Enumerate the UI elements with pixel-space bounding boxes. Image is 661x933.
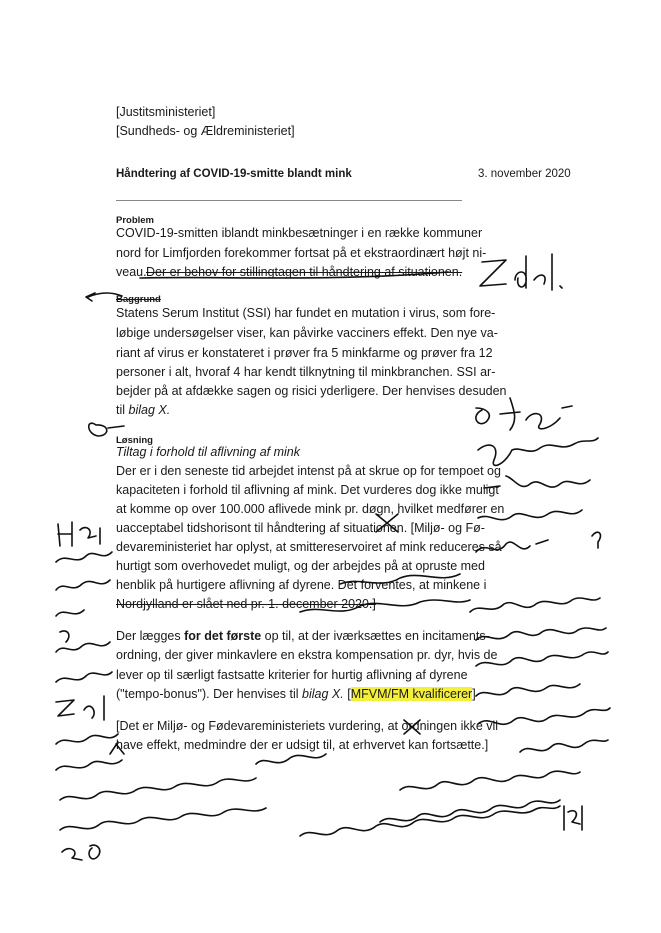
baggrund-line: personer i alt, hvoraf 4 har kendt tilknytning til minkbranchen. SSI ar- [116,365,496,379]
para3-line: have effekt, medmindre der er udsigt til, at erhvervet kan fortsætte.] [116,738,489,752]
baggrund-heading: Baggrund [116,294,161,305]
baggrund-last-prefix: til [116,403,129,417]
para2-last-a: ("tempo-bonus"). Der henvises til [116,687,303,701]
losning-line: Der er i den seneste tid arbejdet intenst på at skrue op for tempoet og [116,464,501,478]
ministry-line-1: [Justitsministeriet] [116,105,216,119]
losning-line: at komme op over 100.000 aflivede mink pr. døgn, hvilket medfører en [116,502,505,516]
title-divider [116,200,462,201]
para3-line: [Det er Miljø- og Fødevareministeriets vurdering, at ordningen ikke vil [116,719,499,733]
losning-heading: Løsning [116,435,153,446]
bilag-reference: bilag X. [302,687,344,701]
document-title: Håndtering af COVID-19-smitte blandt mink [116,168,352,180]
para2-last-line [116,686,476,702]
problem-line: COVID-19-smitten iblandt minkbesætninger i en række kommuner [116,226,483,240]
para2-a: Der lægges [116,629,185,643]
baggrund-last-line [116,402,170,418]
para2-line: ordning, der giver minkavlere en ekstra kompensation pr. dyr, hvis de [116,648,498,662]
problem-line: nord for Limfjorden forekommer fortsat på et ekstraordinært højt ni- [116,246,487,260]
baggrund-line: løbige undersøgelser viser, kan påvirke vacciners effekt. Den nye va- [116,326,498,340]
para2-b: op til, at der iværksættes en incitaments- [261,629,490,643]
problem-heading: Problem [116,215,155,226]
document-date: 3. november 2020 [478,168,571,180]
losning-line: devareministeriet har oplyst, at smittereservoiret af mink reduceres så [116,540,502,554]
losning-line: kapaciteten i forhold til aflivning af mink. Det vurderes dog ikke muligt [116,483,499,497]
para2-first-line [116,628,490,644]
problem-struck-line: Der er behov for stillingtagen til håndtering af situationen. [146,265,463,279]
baggrund-line: riant af virus er konstateret i prøver fra 5 minkfarme og prøver fra 12 [116,346,493,360]
bilag-reference: bilag X. [128,403,171,417]
losning-line: Nordjylland er slået ned pr. 1. december 2020.] [116,597,376,611]
ministry-line-2: [Sundheds- og Ældreministeriet] [116,124,295,138]
para2-bold: for det første [184,629,262,643]
losning-subheading: Tiltag i forhold til aflivning af mink [116,445,300,459]
para2-last-b: [ [343,687,351,701]
highlighted-note: MFVM/FM kvalificerer [350,687,473,701]
losning-line: hurtigt som overhovedet muligt, og der arbejdes på at opruste med [116,559,485,573]
problem-line: veau. [116,265,147,279]
para2-last-c: ] [472,687,476,701]
losning-line: henblik på hurtigere aflivning af dyrene. Det forventes, at minkene i [116,578,487,592]
baggrund-line: bejder på at afdække sagen og risici yderligere. Der henvises desuden [116,384,507,398]
losning-line: uacceptabel tidshorisont til håndtering af situationen. [Miljø- og Fø- [116,521,485,535]
para2-line: lever op til særligt fastsatte kriterier for hurtig aflivning af dyrene [116,668,468,682]
baggrund-line: Statens Serum Institut (SSI) har fundet en mutation i virus, som fore- [116,306,496,320]
